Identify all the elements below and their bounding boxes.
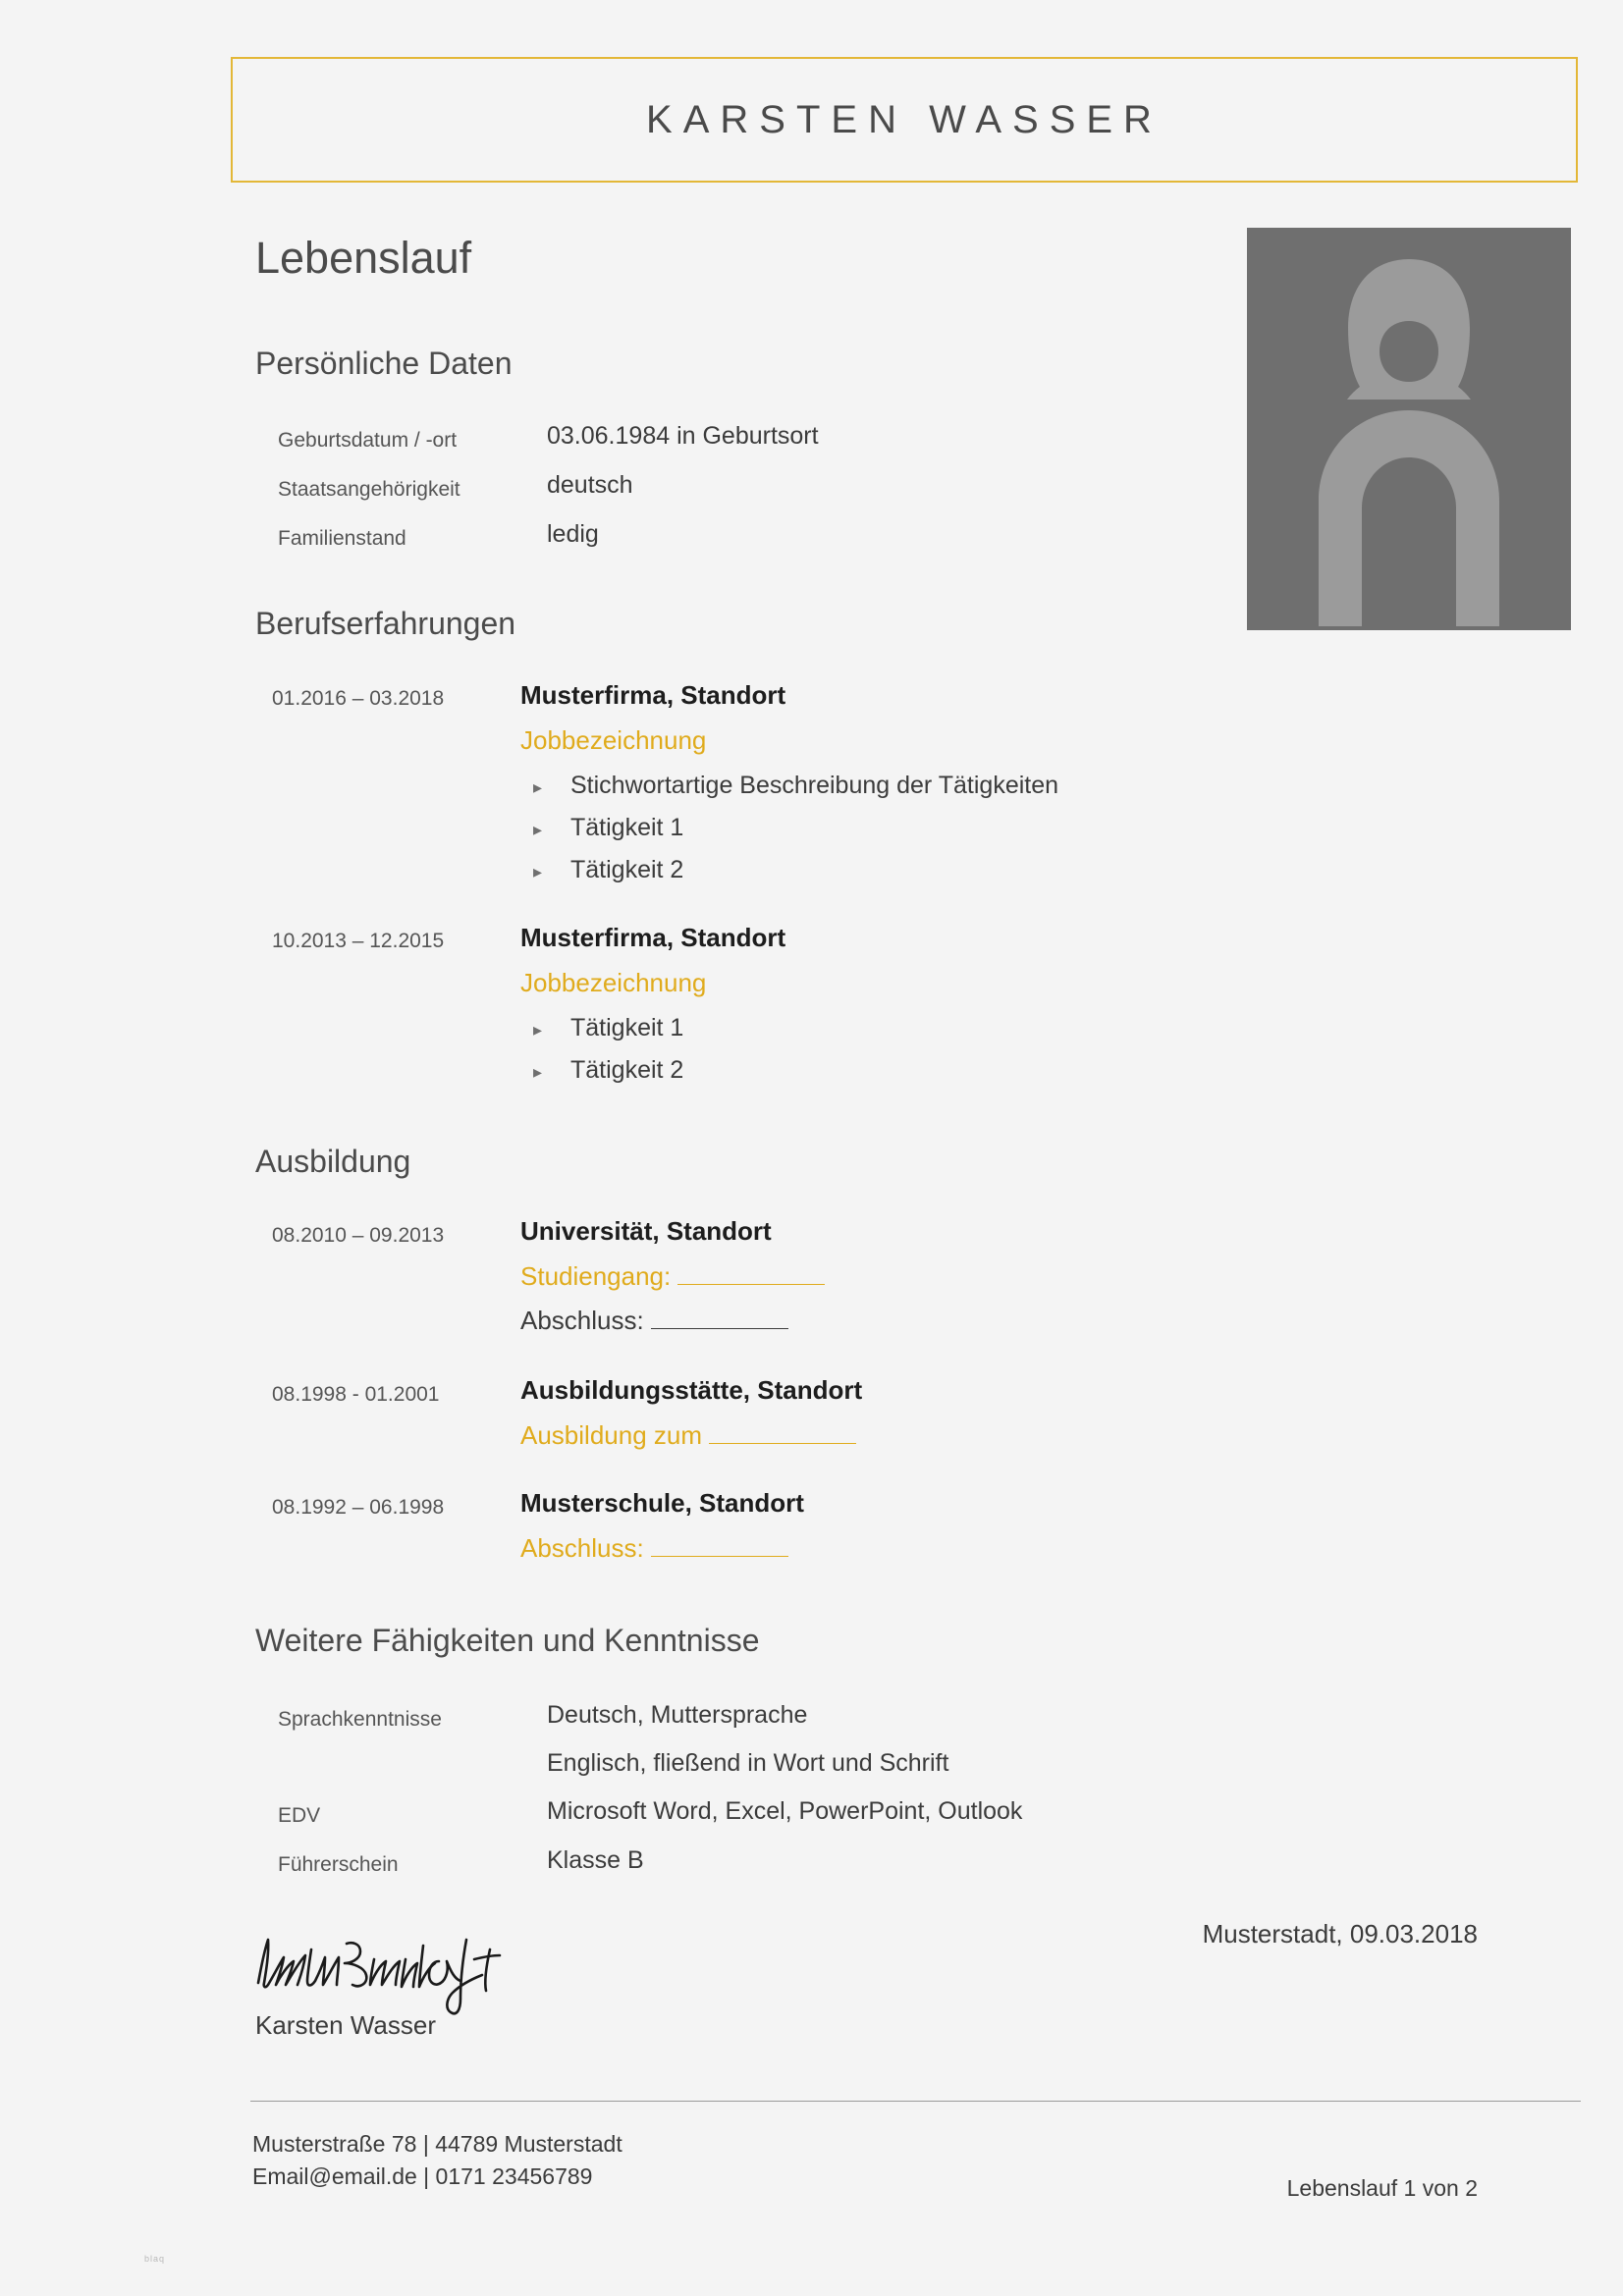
- footer-divider: [250, 2101, 1581, 2102]
- bullet-arrow-icon: ▸: [533, 1020, 543, 1040]
- skills-label-3: Führerschein: [278, 1853, 399, 1876]
- footer-address-line-2: Email@email.de | 0171 23456789: [252, 2163, 593, 2189]
- bullet-arrow-icon: ▸: [533, 862, 543, 881]
- skills-value-1: Englisch, fließend in Wort und Schrift: [547, 1749, 949, 1777]
- bullet-arrow-icon: ▸: [533, 1062, 543, 1082]
- fill-in-blank: [651, 1307, 788, 1329]
- education-institution-1: Ausbildungsstätte, Standort: [520, 1375, 863, 1405]
- experience-bullet-0-1: ▸ Tätigkeit 1: [533, 814, 684, 841]
- education-line-gold-1: Ausbildung zum: [520, 1420, 856, 1451]
- skills-value-3: Klasse B: [547, 1846, 644, 1874]
- page-title-name: KARSTEN WASSER: [646, 97, 1163, 141]
- experience-employer-0: Musterfirma, Standort: [520, 680, 786, 710]
- education-line-gold-0: Studiengang:: [520, 1261, 825, 1292]
- experience-bullet-0-2: ▸ Tätigkeit 2: [533, 856, 684, 883]
- skills-value-0: Deutsch, Muttersprache: [547, 1701, 808, 1729]
- person-placeholder-icon: [1247, 228, 1571, 630]
- signature-name: Karsten Wasser: [255, 2010, 436, 2040]
- skills-label-0: Sprachkenntnisse: [278, 1708, 442, 1731]
- footer-address-line-1: Musterstraße 78 | 44789 Musterstadt: [252, 2131, 622, 2157]
- bullet-arrow-icon: ▸: [533, 777, 543, 797]
- experience-employer-1: Musterfirma, Standort: [520, 923, 786, 952]
- education-line-dark-0: Abschluss:: [520, 1306, 788, 1336]
- education-line-gold-2: Abschluss:: [520, 1533, 788, 1564]
- fill-in-blank: [709, 1421, 856, 1444]
- experience-role-0: Jobbezeichnung: [520, 725, 707, 755]
- signature-image: [250, 1926, 545, 2014]
- education-dates-0: 08.2010 – 09.2013: [272, 1224, 445, 1247]
- education-institution-0: Universität, Standort: [520, 1216, 772, 1246]
- skills-value-2: Microsoft Word, Excel, PowerPoint, Outlook: [547, 1797, 1023, 1825]
- education-dates-2: 08.1992 – 06.1998: [272, 1496, 445, 1519]
- experience-bullet-1-1: ▸ Tätigkeit 2: [533, 1056, 684, 1084]
- experience-dates-1: 10.2013 – 12.2015: [272, 930, 445, 952]
- experience-dates-0: 01.2016 – 03.2018: [272, 687, 445, 710]
- handwritten-signature-icon: [250, 1926, 545, 2019]
- footer-contact: [252, 2128, 622, 2192]
- footer-page-info: Lebenslauf 1 von 2: [1286, 2175, 1478, 2201]
- bullet-arrow-icon: ▸: [533, 820, 543, 839]
- personal-label-1: Staatsangehörigkeit: [278, 478, 460, 501]
- fill-in-blank: [677, 1262, 825, 1285]
- section-title-skills: Weitere Fähigkeiten und Kenntnisse: [255, 1623, 760, 1658]
- place-and-date: Musterstadt, 09.03.2018: [1202, 1919, 1478, 1949]
- document-title: Lebenslauf: [255, 233, 472, 283]
- personal-value-2: ledig: [547, 520, 599, 548]
- fill-in-blank: [651, 1534, 788, 1557]
- avatar: [1247, 228, 1571, 630]
- experience-bullet-0-0: ▸ Stichwortartige Beschreibung der Tätigkeiten: [533, 772, 1059, 799]
- resume-sheet: [103, 0, 1623, 2296]
- personal-label-0: Geburtsdatum / -ort: [278, 429, 458, 452]
- personal-value-0: 03.06.1984 in Geburtsort: [547, 422, 819, 450]
- experience-bullet-1-0: ▸ Tätigkeit 1: [533, 1014, 684, 1041]
- education-dates-1: 08.1998 - 01.2001: [272, 1383, 440, 1406]
- watermark-tiny: blaq: [144, 2254, 166, 2264]
- section-title-education: Ausbildung: [255, 1144, 411, 1179]
- section-title-experience: Berufserfahrungen: [255, 606, 516, 641]
- personal-value-1: deutsch: [547, 471, 633, 499]
- skills-label-2: EDV: [278, 1804, 321, 1827]
- experience-role-1: Jobbezeichnung: [520, 968, 707, 997]
- section-title-personal: Persönliche Daten: [255, 346, 513, 381]
- education-institution-2: Musterschule, Standort: [520, 1488, 804, 1518]
- personal-label-2: Familienstand: [278, 527, 406, 550]
- name-header-box: [231, 57, 1578, 183]
